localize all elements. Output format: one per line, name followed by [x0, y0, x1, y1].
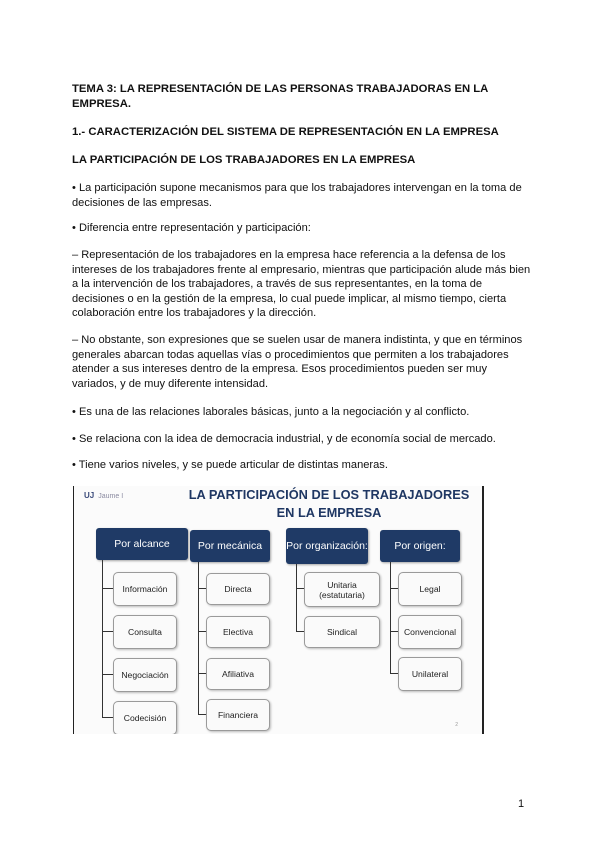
item-electiva: Electiva	[206, 616, 270, 648]
item-sindical: Sindical	[304, 616, 380, 648]
category-por-mecanica: Por mecánica	[190, 530, 270, 562]
logo-mark: UJ	[84, 491, 95, 500]
item-unilateral: Unilateral	[398, 657, 462, 691]
category-por-origen: Por origen:	[380, 530, 460, 562]
slide-title: LA PARTICIPACIÓN DE LOS TRABAJADORES EN LA EMPRESA	[188, 487, 470, 520]
item-legal: Legal	[398, 572, 462, 606]
item-afiliativa: Afiliativa	[206, 658, 270, 690]
connector-line	[296, 564, 297, 632]
item-financiera: Financiera	[206, 699, 270, 731]
paragraph: – No obstante, son expresiones que se suelen usar de manera indistinta, y que en términos generales abarcan todas aquellas vías o procedimientos que permiten a los trabajadores atender a sus intereses dentro de la empresa. Esos procedimientos pueden ser muy variados, y de muy diferente intensidad.	[72, 334, 523, 390]
paragraph: – Representación de los trabajadores en la empresa hace referencia a la defensa de los intereses de los trabajadores frente al empresario, mientras que participación alude más bien a la intervención de los trabajadores, a través de sus representantes, en la toma de decisiones o en la gestión de la empresa, lo cual puede implicar, al mismo tiempo, cierta colaboración entre los trabajadores y la dirección.	[72, 249, 531, 320]
connector-line	[198, 562, 199, 714]
university-logo	[84, 491, 123, 500]
slide-border-right	[482, 486, 484, 734]
slide-number: 2	[455, 722, 458, 728]
paragraph: • Tiene varios niveles, y se puede articular de distintas maneras.	[72, 459, 388, 471]
item-negociacion: Negociación	[113, 658, 177, 692]
paragraph: • Diferencia entre representación y participación:	[72, 222, 311, 234]
paragraph: • La participación supone mecanismos para que los trabajadores intervengan en la toma de decisiones de las empresas.	[72, 182, 522, 209]
document-title: TEMA 3: LA REPRESENTACIÓN DE LAS PERSONAS TRABAJADORAS EN LA EMPRESA.	[72, 83, 488, 110]
paragraph: • Es una de las relaciones laborales básicas, junto a la negociación y al conflicto.	[72, 406, 470, 418]
category-por-organizacion: Por organización:	[286, 528, 368, 564]
logo-text: Jaume I	[98, 493, 124, 500]
connector-line	[102, 560, 103, 717]
item-convencional: Convencional	[398, 615, 462, 649]
subsection-heading: LA PARTICIPACIÓN DE LOS TRABAJADORES EN LA EMPRESA	[72, 154, 416, 166]
item-consulta: Consulta	[113, 615, 177, 649]
item-directa: Directa	[206, 573, 270, 605]
connector-line	[390, 562, 391, 673]
paragraph: • Se relaciona con la idea de democracia industrial, y de economía social de mercado.	[72, 433, 496, 445]
participation-diagram	[74, 486, 482, 734]
item-codecision: Codecisión	[113, 701, 177, 734]
section-heading: 1.- CARACTERIZACIÓN DEL SISTEMA DE REPRESENTACIÓN EN LA EMPRESA	[72, 126, 499, 138]
item-unitaria: Unitaria (estatutaria)	[304, 572, 380, 607]
item-informacion: Información	[113, 572, 177, 606]
category-por-alcance: Por alcance	[96, 528, 188, 560]
page-number: 1	[518, 798, 525, 810]
